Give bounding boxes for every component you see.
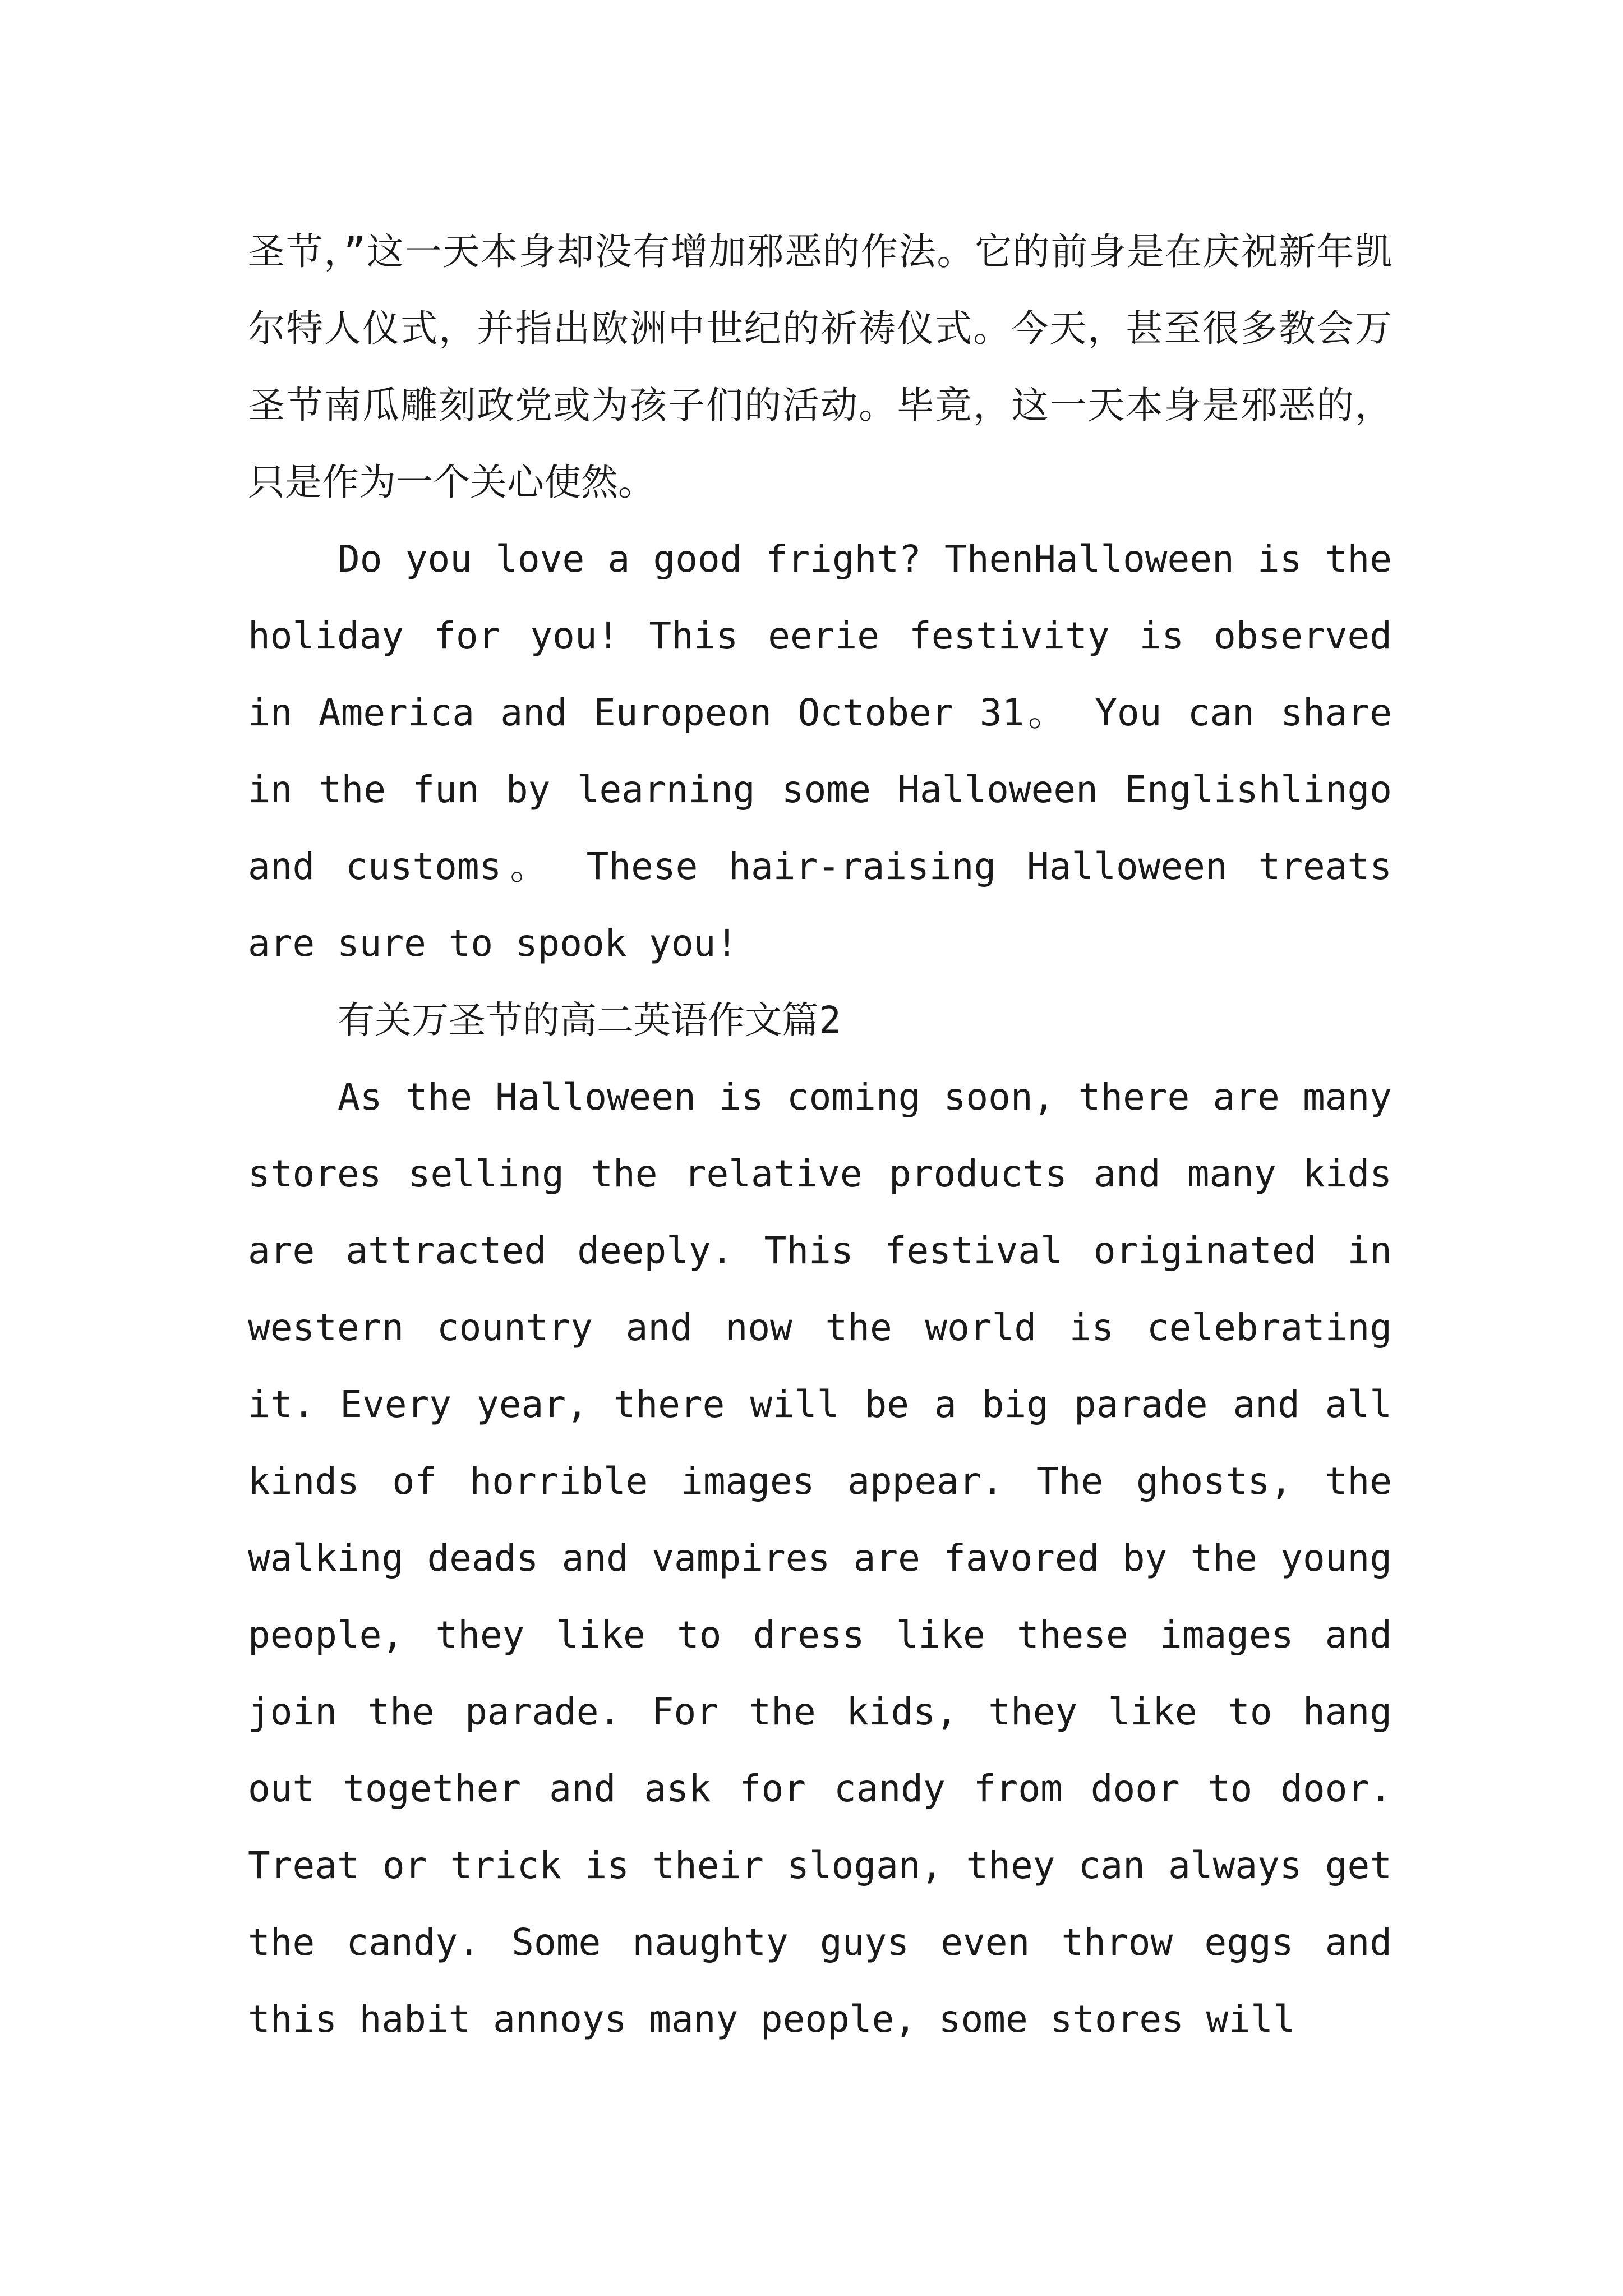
section-heading: 有关万圣节的高二英语作文篇2 (338, 999, 841, 1042)
english-paragraph-halloween-intro: Do you love a good fright? ThenHalloween is the holiday for you! This eerie festivity is observed in America and Europeon October 31。 You can share in the fun by learning some Halloween Englishlingo and customs。 These hair-raising Halloween treats are sure to spook you! (248, 537, 1392, 965)
english-paragraph-halloween-essay: As the Halloween is coming soon, there are many stores selling the relative products and many kids are attracted deeply. This festival originated in western country and now the world is celebrating it. Every year, there will be a big parade and all kinds of horrible images appear. The ghosts, the walking deads and vampires are favored by the young people, they like to dress like these images and join the parade. For the kids, they like to hang out together and ask for candy from door to door. Treat or trick is their slogan, they can always get the candy. Some naughty guys even throw eggs and this habit annoys many people, some stores will (248, 1075, 1392, 2041)
document-page (248, 213, 1392, 2058)
chinese-paragraph: 圣节，”这一天本身却没有增加邪恶的作法。它的前身是在庆祝新年凯尔特人仪式，并指出欧洲中世纪的祈祷仪式。今天，甚至很多教会万圣节南瓜雕刻政党或为孩子们的活动。毕竟，这一天本身是邪恶的，只是作为一个关心使然。 (248, 230, 1392, 504)
